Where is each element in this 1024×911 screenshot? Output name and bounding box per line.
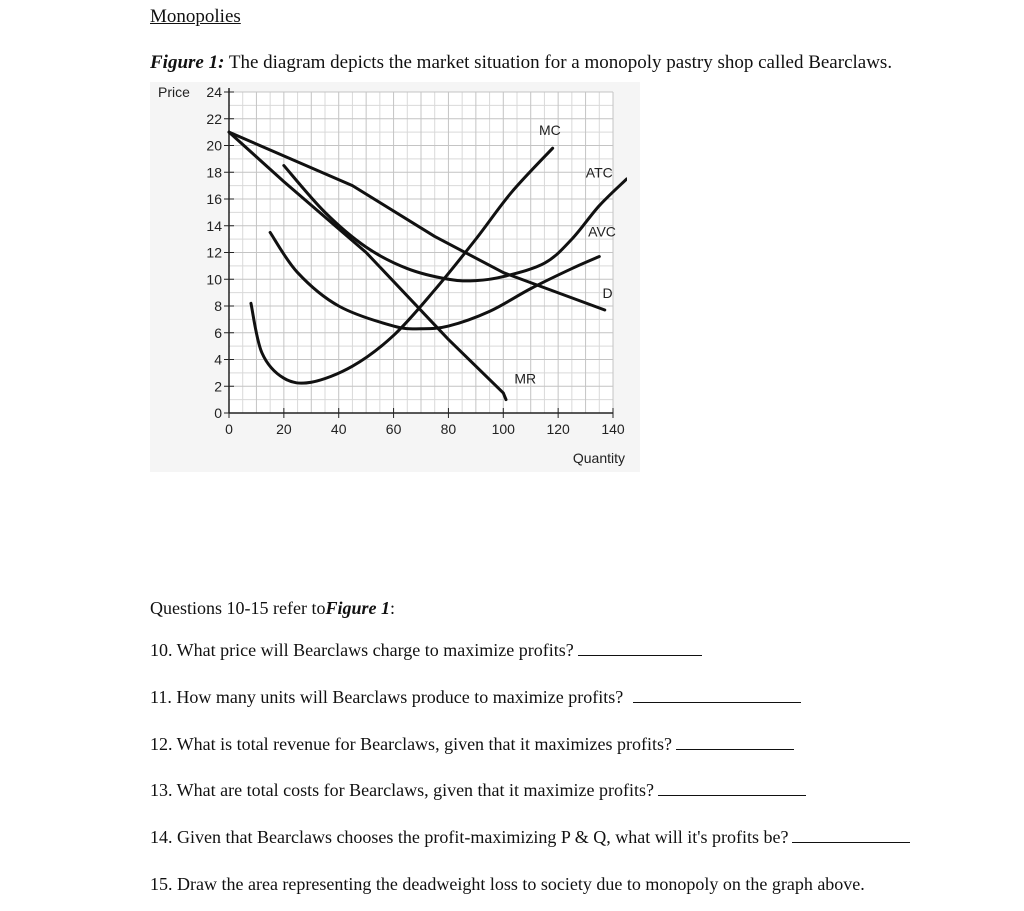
- y-tick-label: 8: [214, 298, 222, 314]
- y-tick-label: 16: [206, 191, 222, 207]
- answer-blank[interactable]: [658, 781, 806, 796]
- question-text: 15. Draw the area representing the deadweight loss to society due to monopoly on the graph above.: [150, 874, 865, 894]
- question-text: 11. How many units will Bearclaws produce to maximize profits?: [150, 687, 624, 707]
- question-text: 13. What are total costs for Bearclaws, given that it maximize profits?: [150, 780, 655, 800]
- x-tick-label: 20: [276, 421, 292, 437]
- figure-caption-text: The diagram depicts the market situation for a monopoly pastry shop called Bearclaws.: [228, 52, 893, 73]
- answer-blank[interactable]: [792, 828, 910, 843]
- y-tick-label: 2: [214, 378, 222, 395]
- question-text: 10. What price will Bearclaws charge to maximize profits?: [150, 640, 574, 660]
- figure-label: Figure 1:: [150, 52, 225, 73]
- answer-blank[interactable]: [676, 735, 794, 750]
- x-tick-label: 80: [440, 421, 457, 437]
- curve-label-avc: AVC: [588, 223, 616, 240]
- x-tick-label: 120: [546, 421, 570, 437]
- questions-intro: [150, 598, 395, 619]
- questions-intro-figure-ref: Figure 1: [325, 598, 390, 618]
- x-tick-label: 100: [491, 421, 515, 437]
- y-tick-label: 12: [206, 244, 222, 261]
- curve-label-d: D: [602, 284, 613, 301]
- question-11: [150, 687, 801, 708]
- question-10: [150, 640, 702, 661]
- curve-label-mc: MC: [539, 121, 561, 138]
- questions-intro-suffix: :: [389, 598, 395, 618]
- y-tick-label: 18: [206, 164, 222, 181]
- page-heading: Monopolies: [150, 6, 241, 27]
- y-tick-label: 24: [206, 84, 222, 100]
- x-tick-label: 0: [225, 421, 233, 437]
- x-axis-title: Quantity: [572, 450, 625, 466]
- y-tick-label: 10: [206, 271, 222, 288]
- question-14: [150, 827, 910, 848]
- y-tick-label: 4: [214, 351, 222, 368]
- curve-label-mr: MR: [514, 370, 537, 387]
- y-tick-label: 20: [206, 137, 222, 154]
- x-tick-label: 60: [385, 421, 402, 437]
- y-tick-label: 0: [214, 405, 222, 421]
- curve-label-atc: ATC: [585, 164, 613, 181]
- question-text: 14. Given that Bearclaws chooses the profit-maximizing P & Q, what will it's profits be?: [150, 827, 789, 847]
- x-tick-label: 140: [601, 421, 625, 437]
- figure-caption: [150, 52, 892, 74]
- y-tick-label: 14: [206, 217, 222, 234]
- question-text: 12. What is total revenue for Bearclaws, given that it maximizes profits?: [150, 734, 673, 754]
- question-15: [150, 874, 865, 895]
- question-12: [150, 734, 794, 755]
- y-tick-label: 6: [214, 324, 222, 341]
- y-tick-label: 22: [206, 110, 222, 127]
- monopoly-chart: [150, 82, 640, 472]
- question-13: [150, 780, 806, 801]
- answer-blank[interactable]: [578, 641, 702, 656]
- questions-intro-prefix: Questions 10-15 refer to: [150, 598, 326, 618]
- y-axis-title: Price: [158, 84, 190, 100]
- x-tick-label: 40: [330, 421, 347, 437]
- answer-blank[interactable]: [633, 688, 801, 703]
- chart-container: [150, 82, 640, 472]
